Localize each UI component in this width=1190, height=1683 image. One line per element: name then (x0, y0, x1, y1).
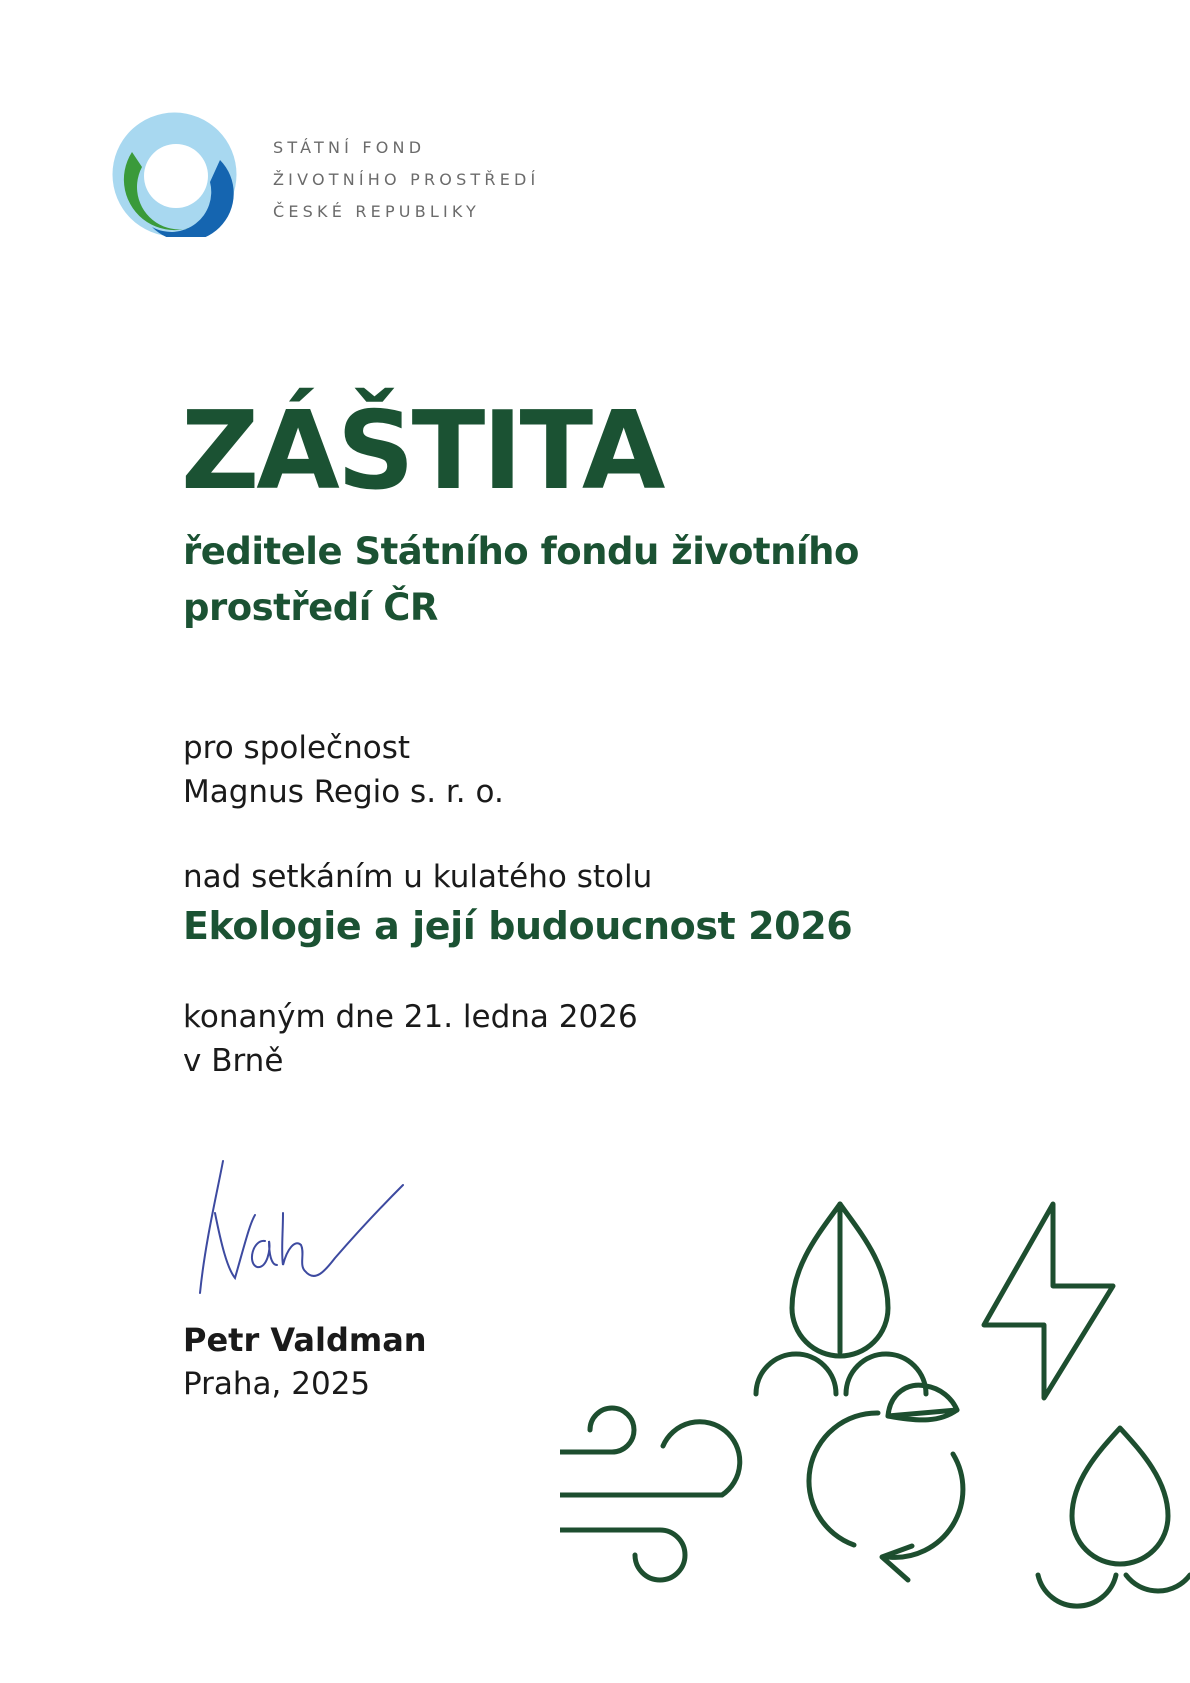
subtitle-line-1: ředitele Státního fondu životního (183, 530, 859, 573)
org-line-2: ŽIVOTNÍHO PROSTŘEDÍ (273, 170, 540, 189)
organization-name (273, 132, 539, 228)
sfzp-logo-icon (112, 112, 237, 237)
recipient-name: Magnus Regio s. r. o. (183, 774, 504, 810)
certificate-subtitle (183, 524, 859, 636)
place-line: v Brně (183, 1043, 284, 1079)
lightning-icon (984, 1204, 1113, 1398)
date-line: konaným dne 21. ledna 2026 (183, 999, 638, 1035)
recycle-leaf-icon (809, 1385, 963, 1580)
org-line-1: STÁTNÍ FOND (273, 138, 426, 157)
event-name: Ekologie a její budoucnost 2026 (183, 904, 853, 948)
event-intro: nad setkáním u kulatého stolu (183, 859, 653, 895)
certificate-title: ZÁŠTITA (181, 389, 663, 514)
org-line-3: ČESKÉ REPUBLIKY (273, 202, 481, 221)
signer-name: Petr Valdman (183, 1321, 427, 1359)
signer-place-year: Praha, 2025 (183, 1366, 371, 1402)
subtitle-line-2: prostředí ČR (183, 586, 438, 629)
water-drop-icon (1038, 1428, 1190, 1606)
recipient-block (183, 726, 504, 814)
handwritten-signature (195, 1153, 425, 1303)
recipient-intro: pro společnost (183, 730, 411, 766)
date-place-block (183, 995, 638, 1083)
eco-icons-illustration (560, 1180, 1190, 1683)
wind-icon (560, 1408, 740, 1580)
leaf-drop-icon (756, 1204, 926, 1394)
